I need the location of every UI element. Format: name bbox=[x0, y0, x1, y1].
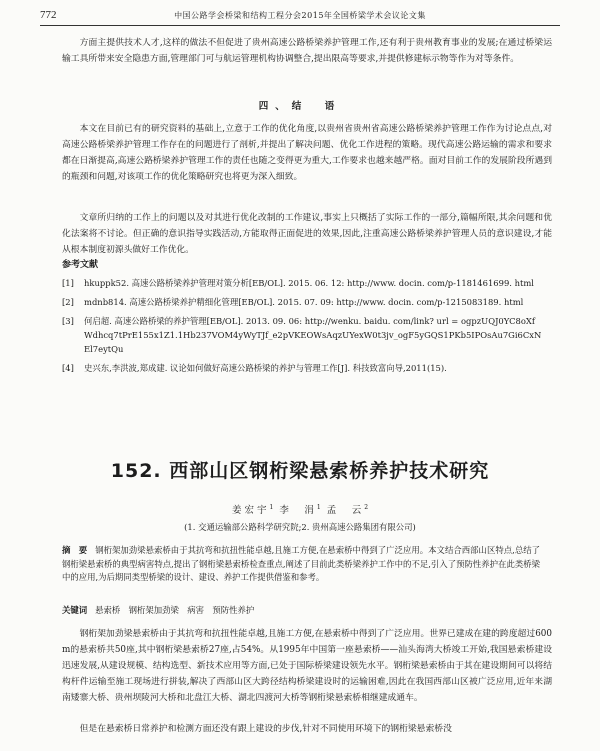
running-header bbox=[40, 9, 560, 26]
reference-item bbox=[62, 295, 542, 309]
references-list bbox=[62, 276, 542, 380]
article-title: 152. 西部山区钢桁梁悬索桥养护技术研究 bbox=[110, 460, 490, 482]
abstract bbox=[62, 544, 540, 585]
abstract-text: 钢桁架加劲梁悬索桥由于其抗弯和抗扭性能卓越,且施工方便,在悬索桥中得到了广泛应用。本文结合西部山区特点,总结了钢桁梁悬索桥的典型病害特点,提出了钢桁梁悬索桥检查重点,阐述了目前此类桥梁养护工作中的不足,引入了预防性养护在此类桥梁中的应用,为后期同类型桥梁的设计、建设、养护工作提供借鉴和参考。 bbox=[62, 545, 541, 582]
reference-text: hkuppk52. 高速公路桥梁养护管理对策分析[EB/OL]. 2015. 06. 12: http://www. docin. com/p-1181461699. html bbox=[84, 278, 534, 288]
reference-text: 何启超. 高速公路桥梁的养护管理[EB/OL]. 2013. 09. 06: http://wenku. baidu. com/link? url = ogpzUQJ0YC8oXfWdhcq7tPrE155x1Z1.1Hb237VOM4yWyTJf_e2pVKEOWsAqzUYexW0t3jv_ogF5yGQS1PKb5IPOsAu7Gi6CxNEl7eytQu bbox=[84, 316, 542, 354]
reference-number: [3] bbox=[62, 316, 74, 326]
body-paragraph-2: 但是在悬索桥日常养护和检测方面还没有跟上建设的步伐,针对不同使用环境下的钢桁梁悬索桥没 bbox=[79, 724, 452, 734]
intro-paragraph: 方面主提供技术人才,这样的做法不但促进了贵州高速公路桥梁养护管理工作,还有利于贵州教育事业的发展;在通过桥梁运输工具所带来安全隐患方面,管理部门可与航运管理机构协调整合,提出限高等要求,并提供修建标示物等作为对等条件。 bbox=[62, 38, 552, 64]
affiliation: (1. 交通运输部公路科学研究院;2. 贵州高速公路集团有限公司) bbox=[184, 522, 416, 532]
keywords bbox=[62, 604, 540, 616]
reference-text: mdnb814. 高速公路桥梁养护精细化管理[EB/OL]. 2015. 07. 09: http://www. docin. com/p-1215083189. html bbox=[84, 297, 524, 307]
keywords-text: 悬索桥 钢桁架加劲梁 病害 预防性养护 bbox=[95, 605, 255, 615]
author-affiliation-mark: 1 bbox=[316, 503, 321, 511]
author-line bbox=[0, 502, 600, 516]
running-title: 中国公路学会桥梁和结构工程分会2015年全国桥梁学术会议论文集 bbox=[174, 11, 426, 20]
section-heading: 四、结 语 bbox=[258, 101, 342, 112]
conclusion-paragraph-1: 本文在目前已有的研究资料的基础上,立意于工作的优化角度,以贵州省贵州省高速公路桥梁养护管理工作作为讨论点点,对高速公路桥梁养护管理工作存在的问题进行了剖析,并提出了解决问题、优化工作进程的策略。现代高速公路运输的需求和要求都在日渐提高,高速公路桥梁养护管理工作的责任也随之变得更为重大,工作要求也越来越严格。面对目前工作的发展阶段所遇到的瓶颈和问题,对该项工作的优化策略研究也将更为深入细致。 bbox=[62, 124, 552, 182]
reference-item bbox=[62, 314, 542, 356]
page-number: 772 bbox=[40, 9, 57, 21]
author-name: 孟 云 bbox=[326, 505, 365, 516]
reference-text: 史兴东,李洪波,郑成建. 议论如何做好高速公路桥梁的养护与管理工作[J]. 科技致富向导,2011(15). bbox=[84, 363, 447, 373]
references-heading: 参考文献 bbox=[62, 260, 99, 270]
body-paragraph-1: 钢桁架加劲梁悬索桥由于其抗弯和抗扭性能卓越,且施工方便,在悬索桥中得到了广泛应用。世界已建成在建的跨度超过600m的悬索桥共50座,其中钢桁梁悬索桥27座,占54%。从1995年中国第一座悬索桥——汕头海湾大桥竣工开始,我国悬索桥建设迅速发展,从建设规模、结构选型、新技术应用等方面,已处于国际桥梁建设领先水平。钢桁梁悬索桥由于其在建设期间可以将结构杆件运输至施工现场进行拼装,解决了西部山区大跨径结构桥梁建设时的运输困难,因此在我国西部山区被广泛应用,近年来湖南矮寨大桥、贵州坝陵河大桥和北盘江大桥、湖北四渡河大桥等钢桁梁悬索桥相继建成通车。 bbox=[62, 629, 552, 703]
reference-number: [4] bbox=[62, 363, 74, 373]
reference-number: [2] bbox=[62, 297, 74, 307]
abstract-label: 摘 要 bbox=[62, 545, 88, 555]
author-affiliation-mark: 2 bbox=[364, 503, 369, 511]
reference-number: [1] bbox=[62, 278, 74, 288]
conclusion-paragraph-2: 文章所归纳的工作上的问题以及对其进行优化改制的工作建议,事实上只概括了实际工作的一部分,篇幅所限,其余问题和优化法案将不讨论。但正确的意识指导实践活动,方能取得正面促进的效果,因此,注重高速公路桥梁养护管理人员的意识建设,才能从根本制度初源头做好工作优化。 bbox=[62, 213, 552, 255]
reference-item bbox=[62, 276, 542, 290]
reference-item bbox=[62, 361, 542, 375]
author-name: 姜宏宇 bbox=[231, 505, 270, 516]
keywords-label: 关键词 bbox=[62, 605, 88, 615]
author-affiliation-mark: 1 bbox=[269, 503, 274, 511]
author-name: 李 涓 bbox=[279, 505, 317, 516]
